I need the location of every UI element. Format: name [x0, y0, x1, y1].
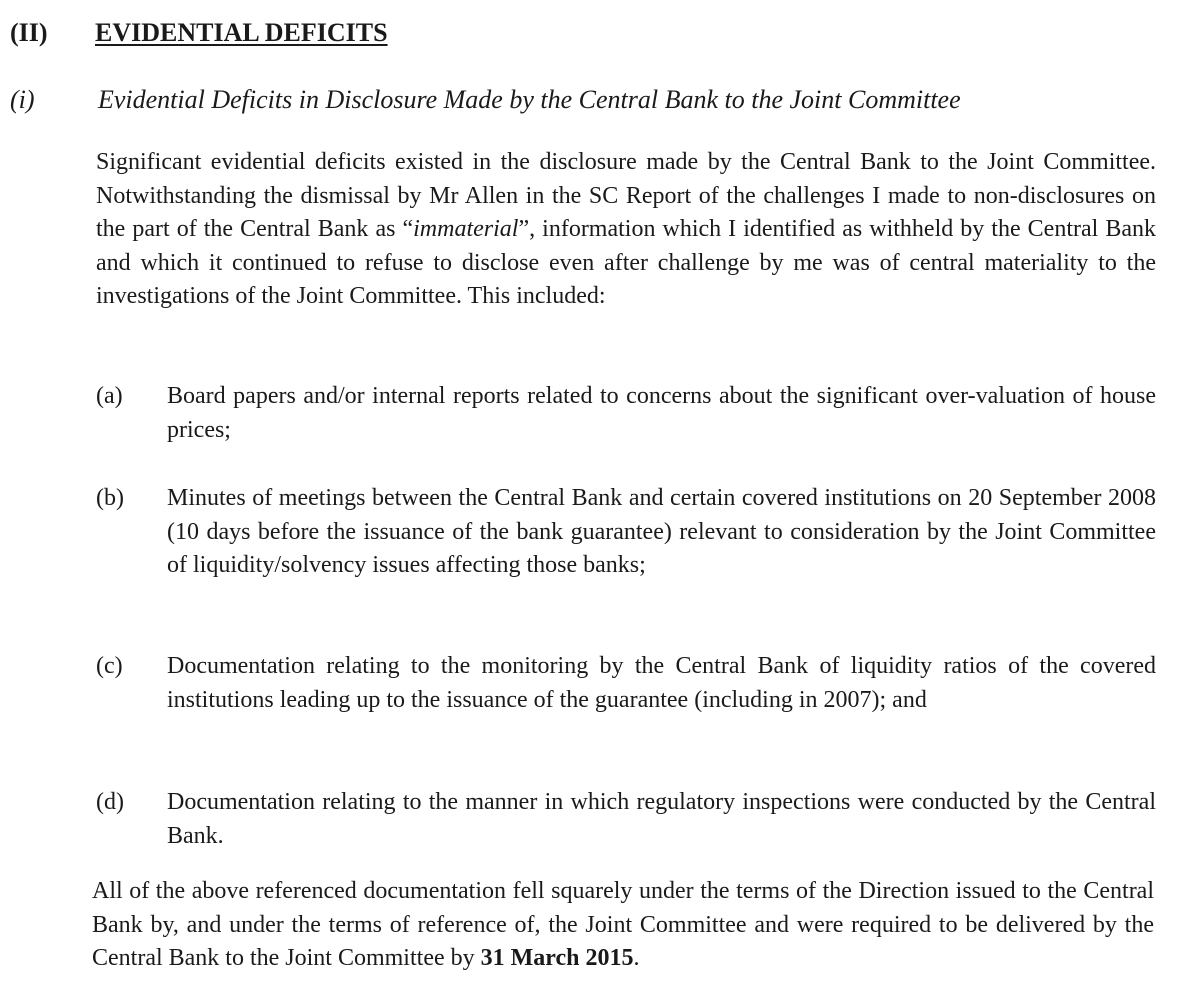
list-item-marker: (b) — [96, 485, 124, 511]
list-item-text: Documentation relating to the manner in which regulatory inspections were conducted by the Central Bank. — [167, 789, 1156, 849]
subsection-heading — [10, 83, 961, 117]
intro-paragraph — [96, 146, 1156, 314]
list-item — [96, 482, 1156, 583]
list-item-text: Documentation relating to the monitoring by the Central Bank of liquidity ratios of the covered institutions leading up to the issuance of the guarantee (including in 2007); and — [167, 653, 1156, 713]
list-item — [96, 786, 1156, 853]
list-item — [96, 380, 1156, 447]
section-title: EVIDENTIAL DEFICITS — [95, 18, 388, 47]
list-item-marker: (d) — [96, 789, 124, 815]
list-item — [96, 650, 1156, 717]
list-item-text: Minutes of meetings between the Central Bank and certain covered institutions on 20 September 2008 (10 days before the issuance of the bank guarantee) relevant to consideration by the Joint Committee of liquidity/solvency issues affecting those banks; — [167, 485, 1156, 578]
subsection-title: Evidential Deficits in Disclosure Made by the Central Bank to the Joint Committee — [98, 85, 961, 114]
intro-text-before: Significant evidential deficits existed in the disclosure made by the Central Bank to the Joint Committee. Notwithstanding the dismissal by Mr Allen in the SC Report of the challenges I made to non-disclosures on the part of the Central Bank as “ — [96, 149, 1156, 242]
section-heading — [10, 16, 388, 50]
list-item-text: Board papers and/or internal reports related to concerns about the significant over-valuation of house prices; — [167, 383, 1156, 443]
section-number: (II) — [10, 18, 48, 47]
intro-emphasis: immaterial — [413, 216, 519, 242]
list-item-marker: (a) — [96, 383, 123, 409]
intro-text-after: ”, information which I identified as withheld by the Central Bank and which it continued to refuse to disclose even after challenge by me was of central materiality to the investigations of the Joint Committee. This included: — [96, 216, 1156, 309]
list-item-marker: (c) — [96, 653, 123, 679]
closing-text: All of the above referenced documentation fell squarely under the terms of the Direction issued to the Central Bank by, and under the terms of reference of, the Joint Committee and were required to be delivered by the Central Bank to the Joint Committee by — [92, 878, 1154, 971]
deadline-date: 31 March 2015 — [480, 945, 634, 971]
closing-paragraph — [92, 875, 1154, 976]
closing-end: . — [633, 945, 640, 971]
subsection-number: (i) — [10, 85, 35, 114]
